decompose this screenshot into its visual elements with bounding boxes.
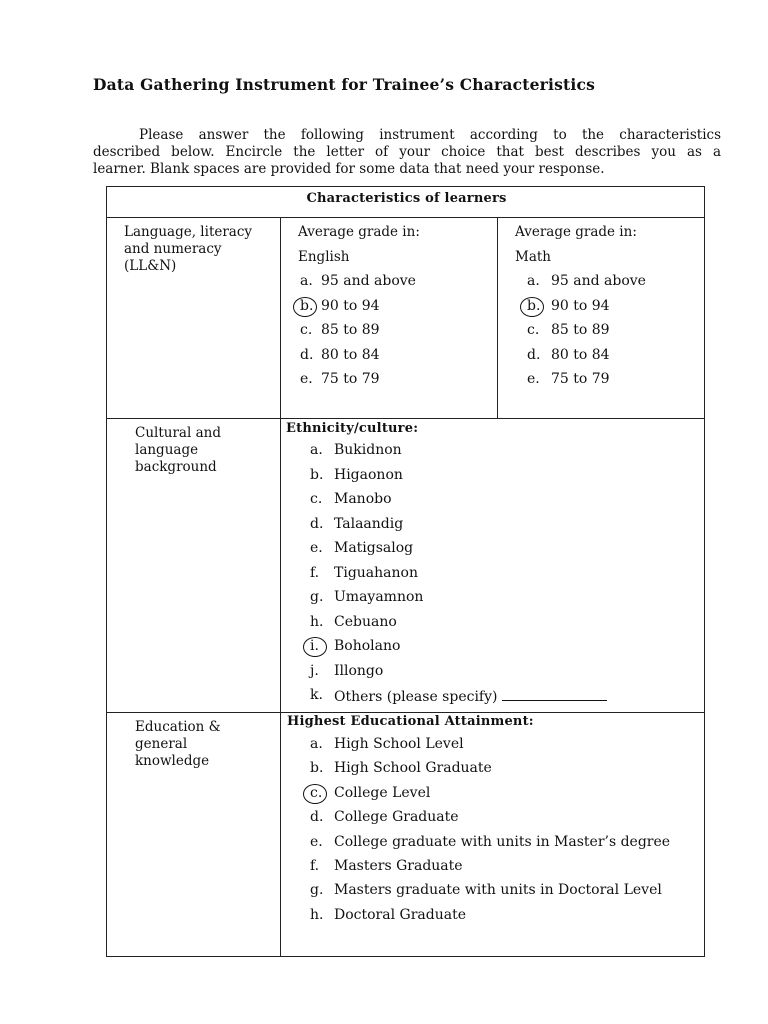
option-letter[interactable]: c. — [300, 322, 313, 338]
option-item[interactable] — [310, 467, 690, 485]
education-heading: Highest Educational Attainment: — [287, 714, 534, 729]
option-item[interactable] — [310, 882, 700, 900]
option-letter[interactable]: d. — [300, 346, 314, 363]
option-text: Boholano — [334, 638, 401, 654]
culture-label-line: language — [135, 442, 199, 458]
option-text: College Level — [334, 784, 431, 801]
math-heading: Average grade in: — [515, 224, 637, 240]
option-letter[interactable]: f. — [310, 858, 320, 874]
lln-label-line: Language, literacy — [124, 224, 253, 240]
education-label-line: Education & — [135, 719, 221, 735]
option-letter[interactable]: b. — [310, 760, 324, 777]
option-letter[interactable]: c. — [310, 491, 323, 507]
option-letter[interactable]: f. — [310, 564, 320, 581]
option-text: Masters Graduate — [334, 858, 463, 874]
document-title: Data Gathering Instrument for Trainee’s Characteristics — [93, 75, 596, 94]
option-text: Higaonon — [334, 466, 403, 483]
option-letter[interactable]: a. — [310, 736, 323, 752]
option-letter[interactable]: h. — [310, 613, 324, 630]
label-column-divider — [280, 217, 281, 956]
selection-circle — [520, 297, 544, 317]
option-letter[interactable]: d. — [310, 809, 324, 826]
option-text: Talaandig — [334, 515, 404, 532]
option-text: 85 to 89 — [321, 322, 380, 338]
option-item[interactable] — [310, 760, 700, 778]
option-letter[interactable]: e. — [310, 833, 323, 850]
option-item[interactable] — [310, 785, 700, 803]
option-letter[interactable]: k. — [310, 687, 323, 703]
culture-label — [135, 425, 221, 476]
option-text: Masters graduate with units in Doctoral Level — [334, 882, 662, 899]
culture-label-line: Cultural and — [135, 425, 221, 441]
characteristics-table — [106, 186, 705, 957]
option-item[interactable] — [300, 298, 490, 316]
specify-blank[interactable] — [502, 687, 607, 701]
culture-label-line: background — [135, 459, 217, 475]
math-subject: Math — [515, 249, 551, 265]
option-letter[interactable]: a. — [310, 442, 323, 458]
education-label-line: knowledge — [135, 753, 210, 769]
table-header: Characteristics of learners — [306, 191, 507, 206]
subject-column-divider — [497, 217, 498, 418]
selection-circle — [303, 784, 327, 804]
option-letter[interactable]: j. — [310, 662, 319, 679]
option-text: Others (please specify) — [334, 687, 607, 705]
option-item[interactable] — [310, 589, 690, 607]
option-letter[interactable]: d. — [310, 515, 324, 532]
option-item[interactable] — [527, 273, 697, 291]
option-item[interactable] — [310, 491, 690, 509]
option-letter[interactable]: g. — [310, 882, 324, 899]
option-text: Manobo — [334, 491, 392, 507]
option-text: High School Level — [334, 736, 464, 752]
selection-circle — [293, 297, 317, 317]
option-letter[interactable]: h. — [310, 906, 324, 923]
option-item[interactable] — [310, 516, 690, 534]
option-letter[interactable]: c. — [310, 784, 323, 801]
option-text: Bukidnon — [334, 442, 402, 458]
option-text: Umayamnon — [334, 589, 424, 605]
option-item[interactable] — [310, 540, 690, 558]
option-item[interactable] — [310, 907, 700, 925]
option-text: 75 to 79 — [321, 371, 380, 387]
option-letter[interactable]: d. — [527, 346, 541, 363]
education-label — [135, 719, 221, 770]
option-item[interactable] — [527, 347, 697, 365]
culture-heading: Ethnicity/culture: — [286, 421, 419, 436]
option-item[interactable] — [310, 809, 700, 827]
option-text: 85 to 89 — [551, 322, 610, 338]
option-item[interactable] — [310, 687, 690, 705]
option-letter[interactable]: e. — [310, 540, 323, 556]
option-letter[interactable]: c. — [527, 322, 540, 338]
option-item[interactable] — [527, 322, 697, 340]
english-subject: English — [298, 249, 350, 265]
option-text: Cebuano — [334, 613, 397, 630]
option-item[interactable] — [527, 298, 697, 316]
option-text: 75 to 79 — [551, 371, 610, 387]
education-label-line: general — [135, 736, 188, 752]
option-item[interactable] — [310, 834, 700, 852]
option-letter[interactable]: b. — [310, 466, 324, 483]
option-item[interactable] — [310, 663, 690, 681]
option-letter[interactable]: b. — [300, 297, 314, 314]
option-item[interactable] — [300, 273, 490, 291]
lln-label-line: (LL&N) — [124, 258, 177, 274]
option-item[interactable] — [300, 347, 490, 365]
option-letter[interactable]: b. — [527, 297, 541, 314]
option-text: 80 to 84 — [551, 346, 610, 363]
option-text: College Graduate — [334, 809, 459, 826]
option-letter[interactable]: i. — [310, 638, 319, 654]
option-letter[interactable]: a. — [300, 273, 313, 289]
row-divider-1 — [107, 418, 704, 419]
option-text: 90 to 94 — [551, 297, 610, 314]
selection-circle — [303, 637, 327, 657]
option-item[interactable] — [300, 371, 490, 389]
english-heading: Average grade in: — [298, 224, 420, 240]
option-text: 90 to 94 — [321, 297, 380, 314]
option-item[interactable] — [300, 322, 490, 340]
option-text: 95 and above — [321, 273, 416, 289]
option-letter[interactable]: e. — [300, 371, 313, 387]
instructions — [93, 127, 721, 178]
option-text: Illongo — [334, 662, 384, 679]
option-item[interactable] — [310, 442, 690, 460]
instructions-line-1: Please answer the following instrument according to the characteristics — [139, 127, 721, 143]
option-letter[interactable]: e. — [527, 371, 540, 387]
option-text: Tiguahanon — [334, 564, 418, 581]
option-text: 95 and above — [551, 273, 646, 289]
lln-label-line: and numeracy — [124, 241, 222, 257]
option-letter[interactable]: g. — [310, 589, 324, 605]
option-letter[interactable]: a. — [527, 273, 540, 289]
option-text: Matigsalog — [334, 540, 414, 556]
header-divider — [107, 217, 704, 218]
instructions-line-2: described below. Encircle the letter of your choice that best describes you as a — [93, 144, 721, 160]
option-text: College graduate with units in Master’s degree — [334, 833, 671, 850]
option-text: 80 to 84 — [321, 346, 380, 363]
option-item[interactable] — [310, 858, 700, 876]
option-item[interactable] — [310, 736, 700, 754]
option-item[interactable] — [310, 638, 690, 656]
lln-label — [124, 224, 252, 275]
option-text: Doctoral Graduate — [334, 906, 466, 923]
instructions-line-3: learner. Blank spaces are provided for some data that need your response. — [93, 161, 605, 177]
option-item[interactable] — [310, 565, 690, 583]
option-item[interactable] — [527, 371, 697, 389]
option-item[interactable] — [310, 614, 690, 632]
option-text: High School Graduate — [334, 760, 492, 777]
